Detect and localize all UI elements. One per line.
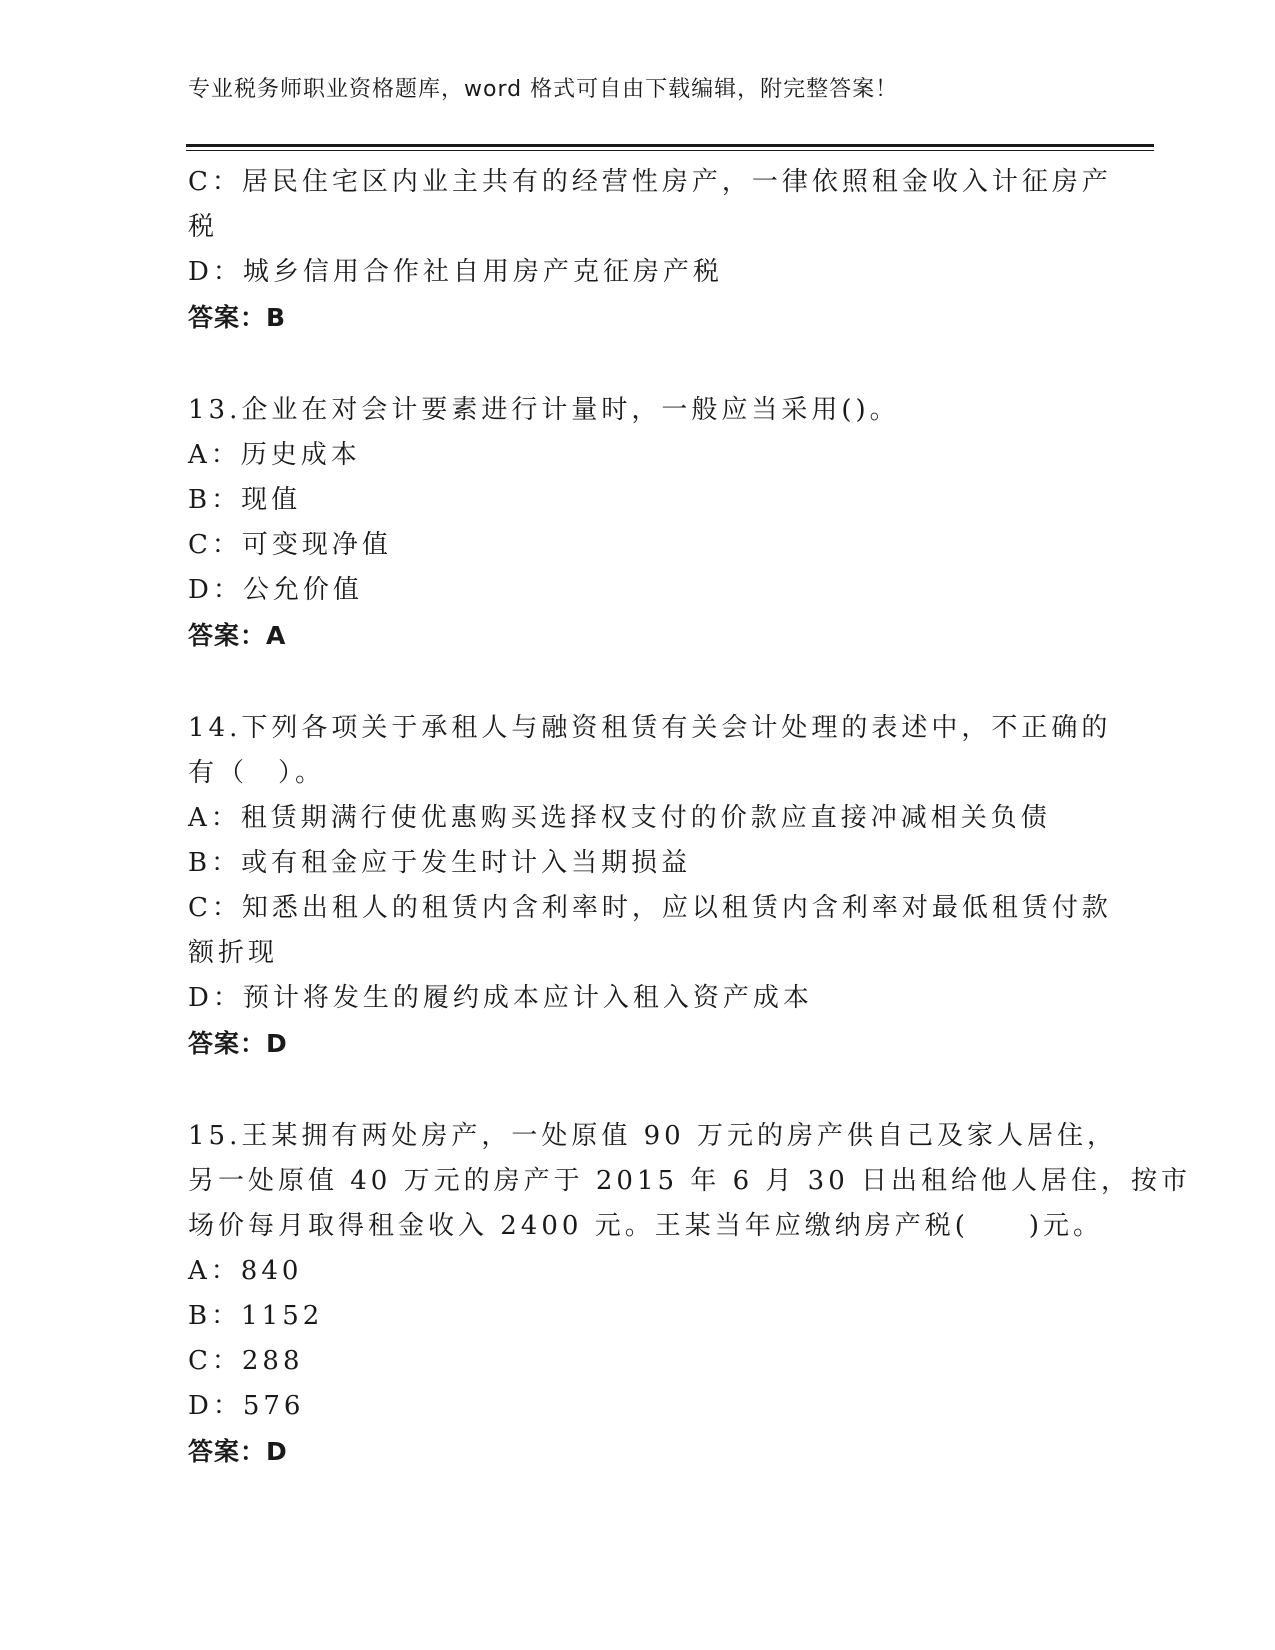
option-d: D：预计将发生的履约成本应计入租入资产成本: [188, 983, 813, 1013]
option-c: C：288: [188, 1346, 304, 1376]
answer: 答案：D: [188, 1029, 288, 1058]
answer: 答案：A: [188, 621, 287, 650]
question-stem-line3: 场价每月取得租金收入 2400 元。王某当年应缴纳房产税( )元。: [188, 1211, 1103, 1241]
question-15-block: [188, 1114, 1191, 1474]
spacer: [188, 658, 1088, 706]
question-stem-line2: 有（ ）。: [188, 758, 326, 788]
option-c-line1: C：知悉出租人的租赁内含利率时，应以租赁内含利率对最低租赁付款: [188, 893, 1112, 923]
question-stem-line2: 另一处原值 40 万元的房产于 2015 年 6 月 30 日出租给他人居住，按市: [188, 1166, 1191, 1196]
option-b: B：现值: [188, 485, 302, 515]
question-stem: 13.企业在对会计要素进行计量时，一般应当采用()。: [188, 395, 900, 425]
header-rule-thin: [186, 150, 1154, 151]
question-stem-line1: 14.下列各项关于承租人与融资租赁有关会计处理的表述中，不正确的: [188, 713, 1112, 743]
option-d: D：公允价值: [188, 575, 363, 605]
option-a: A：历史成本: [188, 440, 361, 470]
header-rule-thick: [186, 144, 1154, 147]
question-content: [188, 160, 1191, 1474]
option-a: A：租赁期满行使优惠购买选择权支付的价款应直接冲减相关负债: [188, 803, 1051, 833]
question-14-block: [188, 706, 1112, 1066]
page-header: 专业税务师职业资格题库，word 格式可自由下载编辑，附完整答案！: [188, 77, 899, 102]
option-b: B：或有租金应于发生时计入当期损益: [188, 848, 692, 878]
spacer: [188, 1066, 1088, 1114]
option-b: B：1152: [188, 1301, 324, 1331]
option-c-line1: C：居民住宅区内业主共有的经营性房产，一律依照租金收入计征房产: [188, 167, 1112, 197]
option-c: C：可变现净值: [188, 530, 392, 560]
option-a: A：840: [188, 1256, 303, 1286]
option-d: D：576: [188, 1391, 305, 1421]
option-c-line2: 税: [188, 212, 219, 242]
option-d: D：城乡信用合作社自用房产克征房产税: [188, 257, 723, 287]
question-stem-line1: 15.王某拥有两处房产，一处原值 90 万元的房产供自己及家人居住，: [188, 1121, 1117, 1151]
answer: 答案：B: [188, 303, 287, 332]
answer: 答案：D: [188, 1437, 288, 1466]
prev-question-block: [188, 160, 1112, 340]
spacer: [188, 340, 1088, 388]
question-13-block: [188, 388, 1088, 658]
option-c-line2: 额折现: [188, 938, 279, 968]
